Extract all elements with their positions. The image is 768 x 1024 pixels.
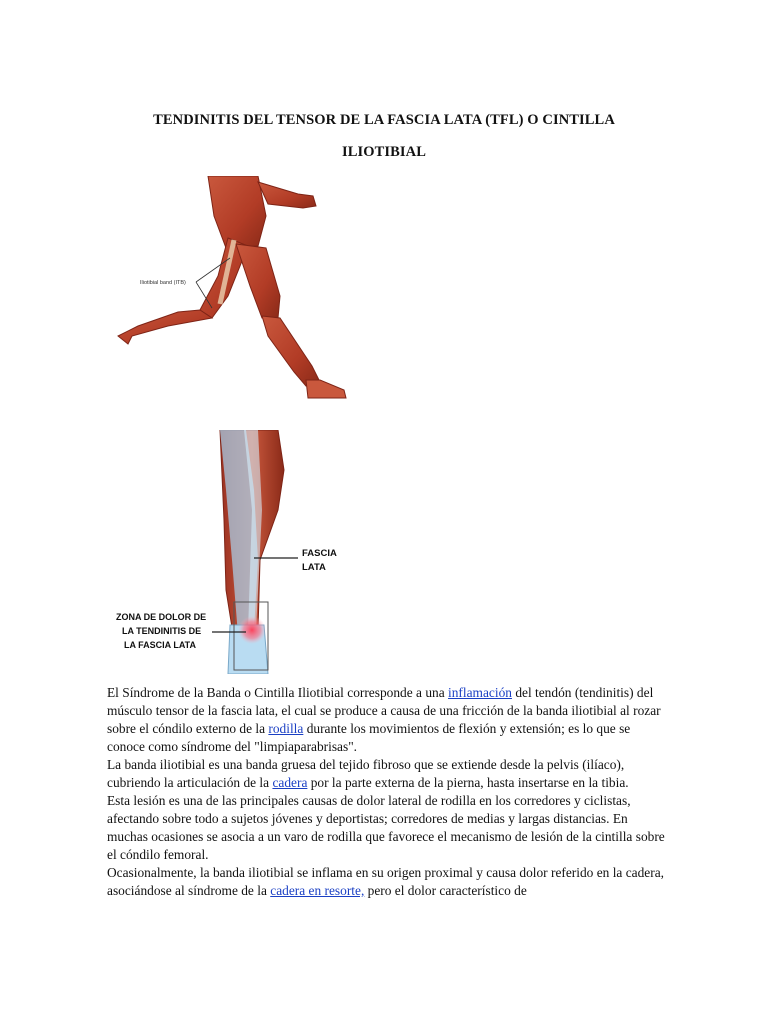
running-muscle-figure (108, 176, 358, 402)
zona-label-2: LA TENDINITIS DE (122, 626, 202, 636)
link-cadera[interactable]: cadera (272, 775, 308, 790)
p1-text-c: durante los movimientos de flexión y extensión; es lo que se conoce como síndrome del "limpiaparabrisas". (107, 721, 631, 754)
fascia-label-1: FASCIA (302, 548, 337, 559)
p2-text-b: por la parte externa de la pierna, hasta insertarse en la tibia. (307, 775, 629, 790)
paragraph-3: Esta lesión es una de las principales causas de dolor lateral de rodilla en los corredores y ciclistas, afectando sobre todo a sujetos jóvenes y deportistas; corredores de medias y largas distancias. En muchas ocasiones se asocia a un varo de rodilla que favorece el mecanismo de lesión de la cintilla sobre el cóndilo femoral. (107, 793, 665, 862)
document-title (108, 104, 660, 168)
fascia-label-2: LATA (302, 562, 326, 573)
pain-spot (238, 616, 266, 644)
zona-label-3: LA FASCIA LATA (124, 640, 196, 650)
paragraph-4 (107, 864, 667, 900)
title-line-1: TENDINITIS DEL TENSOR DE LA FASCIA LATA (TFL) O CINTILLA (153, 112, 615, 128)
paragraph-1 (107, 684, 667, 756)
paragraph-2 (107, 756, 667, 792)
fascia-lata-illustration (108, 430, 356, 674)
itb-label: Iliotibial band (ITB) (140, 280, 186, 286)
title-line-2: ILIOTIBIAL (341, 144, 426, 160)
p4-text-a: Ocasionalmente, la banda iliotibial se inflama en su origen proximal y causa dolor referido en la cadera, asociándose al síndrome de la (107, 865, 664, 898)
link-inflamacion[interactable]: inflamación (448, 685, 512, 700)
p1-text-a: El Síndrome de la Banda o Cintilla Iliotibial corresponde a una (107, 685, 449, 700)
fascia-lata-figure (108, 430, 356, 674)
p4-text-b: pero el dolor característico de (364, 883, 527, 898)
running-muscle-illustration (108, 176, 358, 402)
link-rodilla[interactable]: rodilla (268, 721, 304, 736)
zona-label-1: ZONA DE DOLOR DE (116, 612, 207, 622)
link-cadera-en-resorte[interactable]: cadera en resorte, (270, 883, 365, 898)
article-body (107, 684, 667, 900)
p1-text-b: del tendón (tendinitis) del músculo tensor de la fascia lata, el cual se produce a causa de una fricción de la banda iliotibial al rozar sobre el cóndilo externo de la (107, 685, 661, 736)
p2-text-a: La banda iliotibial es una banda gruesa del tejido fibroso que se extiende desde la pelvis (ilíaco), cubriendo la articulación de la (107, 757, 625, 790)
